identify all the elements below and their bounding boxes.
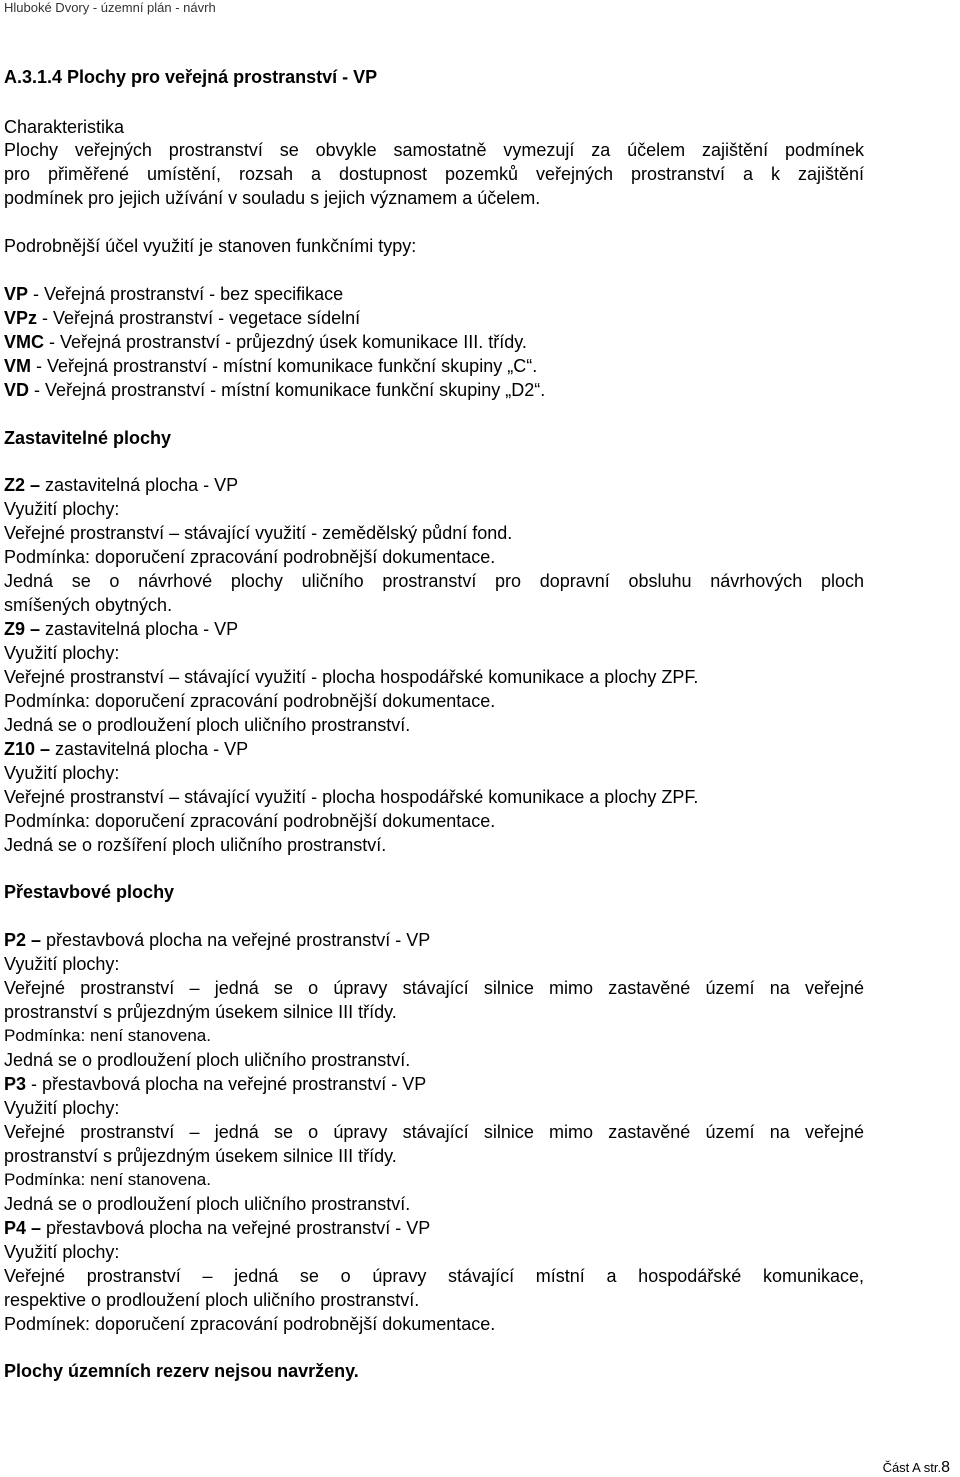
p2-line: prostranství s průjezdným úsekem silnice III třídy. (4, 1002, 397, 1022)
type-text: - Veřejná prostranství - bez specifikace (28, 284, 344, 304)
p3-line: Podmínka: není stanovena. (4, 1170, 211, 1189)
p3-line: Jedná se o prodloužení ploch uličního prostranství. (4, 1194, 411, 1214)
plot-title: - přestavbová plocha na veřejné prostranství - VP (26, 1074, 427, 1094)
z2-vyuziti: Využití plochy: (4, 499, 120, 519)
type-code: VM (4, 356, 31, 376)
plot-code: Z2 – (4, 475, 41, 495)
z9-title (4, 618, 238, 640)
page-footer (883, 1459, 950, 1477)
p3-line: Veřejné prostranství – jedná se o úpravy stávající silnice mimo zastavěné území na veřejné (4, 1122, 864, 1142)
page-header: Hluboké Dvory - územní plán - návrh (4, 0, 216, 15)
p3-title (4, 1073, 426, 1095)
p2-line: Podmínka: není stanovena. (4, 1026, 211, 1045)
plot-title: zastavitelná plocha - VP (50, 739, 249, 759)
plot-title: přestavbová plocha na veřejné prostranství - VP (41, 930, 431, 950)
z10-title (4, 738, 248, 760)
type-code: VMC (4, 332, 44, 352)
charakteristika-line: pro přiměřené umístění, rozsah a dostupnost pozemků veřejných prostranství a k zajištění (4, 164, 864, 184)
p2-title (4, 929, 430, 951)
z9-line: Jedná se o prodloužení ploch uličního prostranství. (4, 715, 411, 735)
type-item-vd (4, 379, 545, 401)
z9-line: Podmínka: doporučení zpracování podrobnější dokumentace. (4, 691, 496, 711)
type-item-vpz (4, 307, 360, 329)
p4-line: respektive o prodloužení ploch uličního prostranství. (4, 1290, 420, 1310)
charakteristika-heading: Charakteristika (4, 117, 125, 137)
z2-title (4, 474, 238, 496)
type-text: - Veřejná prostranství - průjezdný úsek komunikace III. třídy. (44, 332, 527, 352)
plot-code: P2 – (4, 930, 42, 950)
type-item-vp (4, 283, 343, 305)
plot-code: P4 – (4, 1218, 42, 1238)
p3-line: prostranství s průjezdným úsekem silnice III třídy. (4, 1146, 397, 1166)
footer-label: Část A str. (882, 1460, 942, 1475)
type-text: - Veřejná prostranství - místní komunikace funkční skupiny „D2“. (29, 380, 546, 400)
plot-title: přestavbová plocha na veřejné prostranství - VP (41, 1218, 431, 1238)
type-text: - Veřejná prostranství - místní komunikace funkční skupiny „C“. (31, 356, 538, 376)
charakteristika-line: podmínek pro jejich užívání v souladu s jejich významem a účelem. (4, 188, 541, 208)
type-code: VPz (4, 308, 38, 328)
section-title: A.3.1.4 Plochy pro veřejná prostranství - VP (4, 67, 378, 87)
type-text: - Veřejná prostranství - vegetace sídelní (37, 308, 361, 328)
z10-line: Jedná se o rozšíření ploch uličního prostranství. (4, 835, 387, 855)
prestavbove-heading: Přestavbové plochy (4, 882, 175, 902)
z10-line: Veřejné prostranství – stávající využití - plocha hospodářské komunikace a plochy ZPF. (4, 787, 699, 807)
z10-vyuziti: Využití plochy: (4, 763, 120, 783)
type-item-vm (4, 355, 537, 377)
plot-code: P3 (4, 1074, 27, 1094)
rezervy-note: Plochy územních rezerv nejsou navrženy. (4, 1361, 359, 1381)
zastavitelne-heading: Zastavitelné plochy (4, 428, 172, 448)
z2-line: Podmínka: doporučení zpracování podrobnější dokumentace. (4, 547, 496, 567)
p4-vyuziti: Využití plochy: (4, 1242, 120, 1262)
p2-vyuziti: Využití plochy: (4, 954, 120, 974)
type-code: VP (4, 284, 29, 304)
z9-line: Veřejné prostranství – stávající využití - plocha hospodářské komunikace a plochy ZPF. (4, 667, 699, 687)
p4-line: Podmínek: doporučení zpracování podrobnější dokumentace. (4, 1314, 496, 1334)
type-code: VD (4, 380, 30, 400)
z2-line: Jedná se o návrhové plochy uličního prostranství pro dopravní obsluhu návrhových ploch (4, 571, 864, 591)
z2-line: smíšených obytných. (4, 595, 173, 615)
plot-code: Z9 – (4, 619, 41, 639)
p2-line: Veřejné prostranství – jedná se o úpravy stávající silnice mimo zastavěné území na veřejné (4, 978, 864, 998)
p4-line: Veřejné prostranství – jedná se o úpravy stávající místní a hospodářské komunikace, (4, 1266, 864, 1286)
z9-vyuziti: Využití plochy: (4, 643, 120, 663)
type-item-vmc (4, 331, 527, 353)
charakteristika-line: Plochy veřejných prostranství se obvykle samostatně vymezují za účelem zajištění podmínek (4, 140, 864, 160)
z2-line: Veřejné prostranství – stávající využití - zemědělský půdní fond. (4, 523, 513, 543)
subtypes-intro: Podrobnější účel využití je stanoven funkčními typy: (4, 236, 417, 256)
plot-title: zastavitelná plocha - VP (40, 619, 239, 639)
plot-code: Z10 – (4, 739, 51, 759)
plot-title: zastavitelná plocha - VP (40, 475, 239, 495)
p4-title (4, 1217, 430, 1239)
z10-line: Podmínka: doporučení zpracování podrobnější dokumentace. (4, 811, 496, 831)
page-number: 8 (941, 1459, 950, 1476)
p3-vyuziti: Využití plochy: (4, 1098, 120, 1118)
p2-line: Jedná se o prodloužení ploch uličního prostranství. (4, 1050, 411, 1070)
